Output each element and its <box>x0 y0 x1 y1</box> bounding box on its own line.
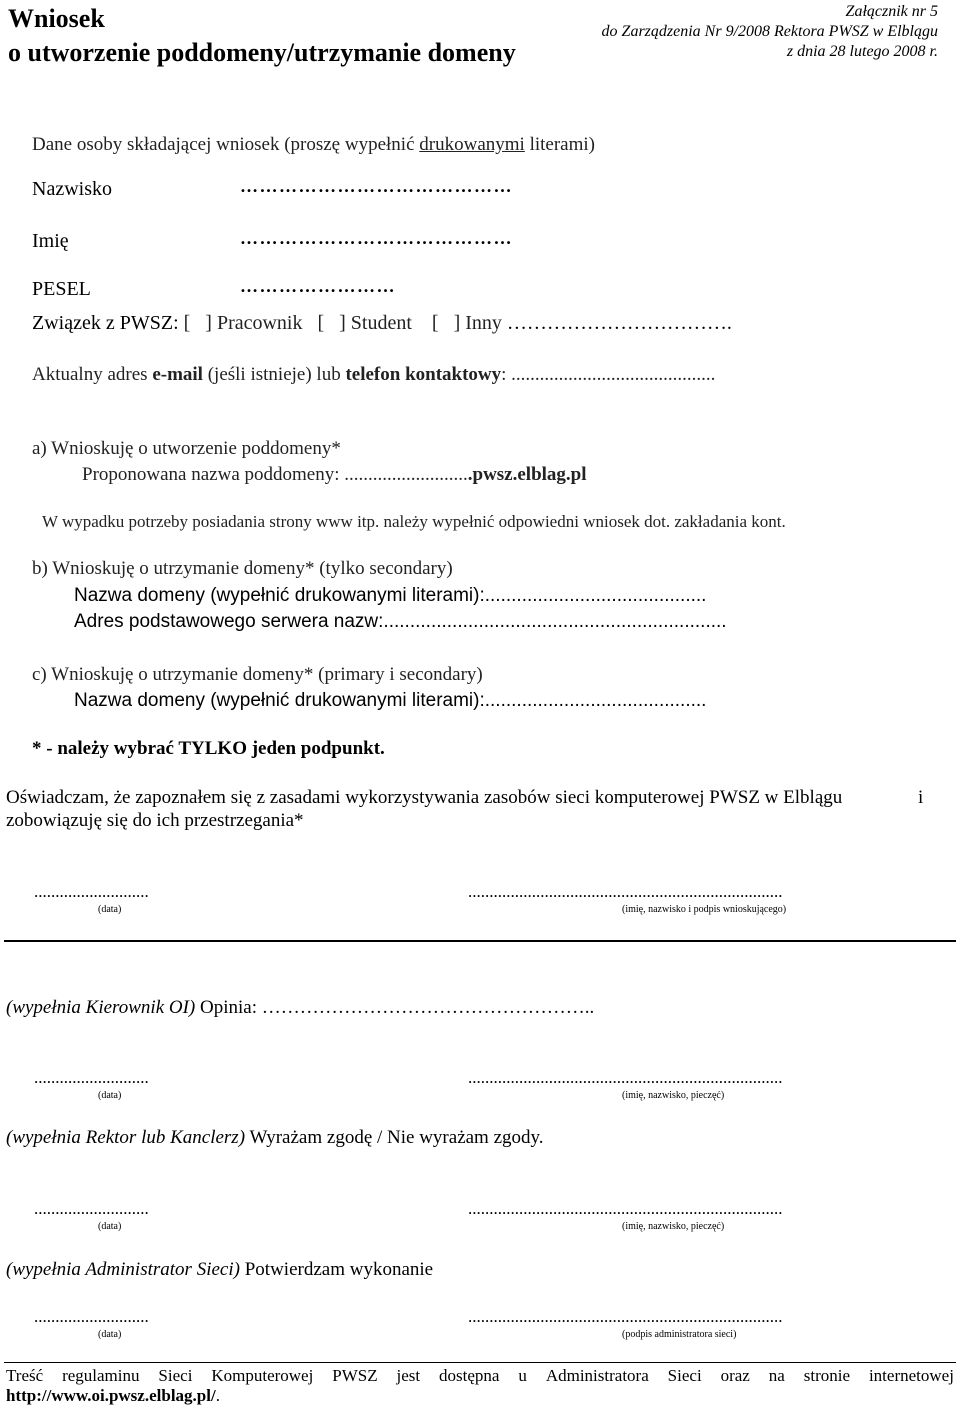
declaration-line1: Oświadczam, że zapoznałem się z zasadami wykorzystywania zasobów sieci komputerowej PWSZ w Elblągu <box>6 787 843 808</box>
declaration-line2: zobowiązuję się do ich przestrzegania* <box>6 810 304 831</box>
applicant-date-label: (data) <box>98 904 122 915</box>
annex-number: Załącznik nr 5 <box>845 3 938 20</box>
subdomain-field[interactable]: Proponowana nazwa poddomeny: .......................... <box>82 464 468 485</box>
head-oi-row <box>6 997 594 1019</box>
section-c-heading: c) Wnioskuję o utrzymanie domeny* (primary i secondary) <box>32 664 483 685</box>
footer-url-row <box>6 1386 220 1406</box>
footer-word: stronie <box>803 1366 851 1385</box>
annex-date: z dnia 28 lutego 2008 r. <box>786 43 938 60</box>
form-subtitle: o utworzenie poddomeny/utrzymanie domeny <box>8 38 516 67</box>
admin-signature-label: (podpis administratora sieci) <box>622 1329 737 1340</box>
footer-word: u <box>518 1366 527 1385</box>
footer-word: Administratora <box>545 1366 649 1385</box>
rector-role: (wypełnia Rektor lub Kanclerz) <box>6 1127 246 1148</box>
admin-date-field[interactable]: ........................... <box>34 1307 149 1326</box>
footer-url-link[interactable]: http://www.oi.pwsz.elblag.pl/ <box>6 1386 216 1405</box>
annex-regulation: do Zarządzenia Nr 9/2008 Rektora PWSZ w Elblągu <box>601 23 938 40</box>
head-oi-date-field[interactable]: ........................... <box>34 1068 149 1087</box>
head-oi-signature-field[interactable]: .......................................................................... <box>468 1068 783 1087</box>
footer-text <box>6 1366 954 1386</box>
admin-date-label: (data) <box>98 1329 122 1340</box>
footer-word: dostępna <box>439 1366 500 1385</box>
intro-suffix: literami) <box>524 134 595 155</box>
footer-word: Komputerowej <box>211 1366 314 1385</box>
admin-signature-field[interactable]: .......................................................................... <box>468 1307 783 1326</box>
contact-email-label: e-mail <box>152 364 203 385</box>
rector-date-label: (data) <box>98 1221 122 1232</box>
rector-decision[interactable]: Wyrażam zgodę / Nie wyrażam zgody. <box>245 1127 544 1148</box>
admin-text: Potwierdzam wykonanie <box>239 1259 434 1280</box>
head-oi-role: (wypełnia Kierownik OI) <box>6 997 196 1018</box>
relation-options[interactable]: [ ] Pracownik [ ] Student [ ] Inny <box>183 312 502 334</box>
contact-prefix: Aktualny adres <box>32 364 153 385</box>
footer-word: PWSZ <box>332 1366 378 1385</box>
footer-url-suffix: . <box>215 1386 220 1405</box>
section-c-domain-field[interactable]: Nazwa domeny (wypełnić drukowanymi literami):.......................................... <box>74 690 707 711</box>
applicant-signature-label: (imię, nazwisko i podpis wnioskującego) <box>622 904 787 915</box>
footer-word: internetowej <box>868 1366 954 1385</box>
section-a-subdomain-row <box>82 464 587 486</box>
footer-word: oraz <box>720 1366 750 1385</box>
pesel-label: PESEL <box>32 278 91 300</box>
declaration-line1-end: i <box>918 787 924 808</box>
surname-field[interactable]: …………………………………… <box>240 176 513 196</box>
footer-word: Treść <box>6 1366 44 1385</box>
footer-word: Sieci <box>667 1366 702 1385</box>
admin-role: (wypełnia Administrator Sieci) <box>6 1259 240 1280</box>
contact-middle: (jeśli istnieje) lub <box>202 364 346 385</box>
name-label: Imię <box>32 230 69 252</box>
footer-word: Sieci <box>158 1366 193 1385</box>
applicant-intro <box>32 134 595 156</box>
rector-date-field[interactable]: ........................... <box>34 1199 149 1218</box>
rector-signature-label: (imię, nazwisko, pieczęć) <box>622 1221 725 1232</box>
relation-row <box>32 312 732 335</box>
footnote: * - należy wybrać TYLKO jeden podpunkt. <box>32 738 385 759</box>
footer-word: jest <box>396 1366 421 1385</box>
head-oi-signature-label: (imię, nazwisko, pieczęć) <box>622 1090 725 1101</box>
head-oi-opinion-field[interactable]: …………………………………………….. <box>261 997 595 1018</box>
contact-row <box>32 364 715 386</box>
admin-row <box>6 1259 433 1281</box>
pesel-field[interactable]: …………………… <box>240 276 396 296</box>
applicant-signature-field[interactable]: .......................................................................... <box>468 882 783 901</box>
name-field[interactable]: …………………………………… <box>240 228 513 248</box>
contact-phone-label: telefon kontaktowy <box>345 364 502 385</box>
footer-word: regulaminu <box>62 1366 140 1385</box>
intro-text: Dane osoby składającej wniosek (proszę wypełnić <box>32 134 420 155</box>
head-oi-date-label: (data) <box>98 1090 122 1101</box>
rector-signature-field[interactable]: .......................................................................... <box>468 1199 783 1218</box>
footer-divider <box>4 1362 956 1363</box>
relation-label: Związek z PWSZ: <box>32 312 179 334</box>
section-a-heading: a) Wnioskuję o utworzenie poddomeny* <box>32 438 341 459</box>
head-oi-text: Opinia: <box>195 997 262 1018</box>
section-divider <box>4 940 956 942</box>
section-a-note: W wypadku potrzeby posiadania strony www itp. należy wypełnić odpowiedni wniosek dot. zakładania kont. <box>42 512 786 531</box>
form-title: Wniosek <box>8 4 105 33</box>
section-b-domain-field[interactable]: Nazwa domeny (wypełnić drukowanymi literami):.......................................... <box>74 585 707 606</box>
applicant-date-field[interactable]: ........................... <box>34 882 149 901</box>
section-b-heading: b) Wnioskuję o utrzymanie domeny* (tylko secondary) <box>32 558 453 579</box>
rector-row <box>6 1127 544 1149</box>
subdomain-suffix: .pwsz.elblag.pl <box>467 464 587 485</box>
footer-word: na <box>768 1366 785 1385</box>
surname-label: Nazwisko <box>32 178 112 200</box>
section-b-dns-field[interactable]: Adres podstawowego serwera nazw:................................................................. <box>74 611 727 632</box>
contact-field[interactable]: : ........................................... <box>501 364 716 385</box>
intro-underlined: drukowanymi <box>419 134 525 155</box>
relation-other-field[interactable]: ……………………………. <box>506 312 732 334</box>
